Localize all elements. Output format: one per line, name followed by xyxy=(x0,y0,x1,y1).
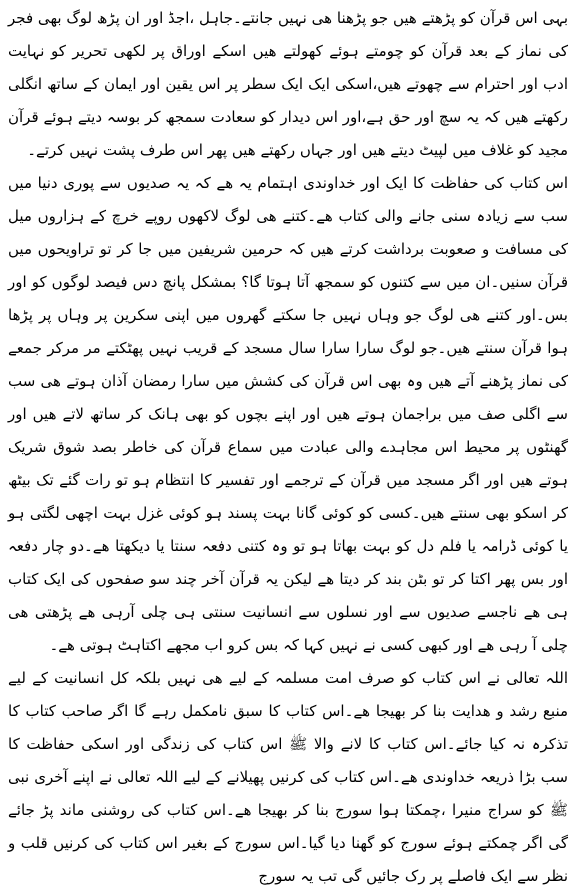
paragraph-prophet-guidance: اللہ تعالی نے اس کتاب کو صرف امت مسلمہ کے لیے ھی نہیں بلکہ کل انسانیت کے لیے منبع رشد و ھدایت بنا کر بھیجا ھے۔اس کتاب کا سبق نامکمل رہے گا اگر صاحب کتاب کا تذکرہ نہ کیا جائے۔اس کتاب کا لانے والا ﷺ اس کتاب کی زندگی اور اسکی حفاظت کا سب بڑا ذریعہ خداوندی ھے۔اس کتاب کی کرنیں پھیلانے کے لیے اللہ تعالی نے اپنے آخری نبی ﷺ کو سراج منیرا ،چمکتا ہوا سورج بنا کر بھیجا ھے۔اس کتاب کی روشنی ماند پڑ جائے گی اگر چمکتے ہوئے سورج کو گھنا دیا گیا۔اس سورج کے بغیر اس کتاب کی کرنیں قلب و نظر سے ایک فاصلے پر رک جائیں گی تب یہ سورج xyxy=(8,669,568,885)
paragraph-quran-preservation: اس کتاب کی حفاظت کا ایک اور خداوندی اہتمام یہ ھے کہ یہ صدیوں سے پوری دنیا میں سب سے زیادہ سنی جانے والی کتاب ھے۔کتنے ھی لوگ لاکھوں روپے خرچ کے ہزاروں میل کی مسافت و صعوبت برداشت کرتے ھیں کہ حرمین شریفین میں جا کر تو تراویحوں میں قرآن سنیں۔ان میں سے کتنوں کو سمجھ آتا ہوتا گا؟ بمشکل پانچ دس فیصد لوگوں کو اور بس۔اور کتنے ھی لوگ جو وہاں نہیں جا سکتے گھروں میں اپنی سکرین پر وہاں پر پڑھا ہوا قرآن سنتے ھیں۔جو لوگ سارا سارا سال مسجد کے قریب نہیں پھٹکتے مر مرکر جمعے کی نماز پڑھنے آتے ھیں وہ بھی اس قرآن کی کشش میں سارا رمضان آذان ہوتے ھی سب سے اگلی صف میں براجمان ہوتے ھیں اور اپنے بچوں کو بھی ہانک کر ساتھ لاتے ھیں اور گھنٹوں پر محیط اس مجاہدے والی عبادت میں سماع قرآن کی خاطر بصد شوق شریک ہوتے ھیں اور اگر مسجد میں قرآن کے ترجمے اور تفسیر کا انتظام ہو تو رات گئے تک بیٹھ کر اسکو بھی سنتے ھیں۔کسی کو کوئی گانا بہت پسند ہو کوئی غزل بہت اچھی لگتی ہو یا کوئی ڈرامہ یا فلم دل کو بہت بھاتا ہو تو وہ کتنی دفعہ سنتا یا دیکھتا ھے۔دو چار دفعہ اور بس پھر اکتا کر تو بٹن بند کر دیتا ھے لیکن یہ قرآن آخر چند سو صفحوں کی ایک کتاب ہی ھے ناجسے صدیوں سے اور نسلوں سے انسانیت سنتی ہی چلی آرہی ھے پڑھتی ھی چلی آ رہی ھے اور کبھی کسی نے نہیں کہا کہ بس کرو اب مجھے اکتاہٹ ہوتی ھے۔ xyxy=(8,174,568,654)
paragraph-quran-reverence: بہی اس قرآن کو پڑھتے ھیں جو پڑھنا ھی نہیں جانتے۔جاہل ،اجڈ اور ان پڑھ لوگ بھی فجر کی نماز کے بعد قرآن کو چومتے ہوئے کھولتے ھیں اسکے اوراق پر لکھی تحریر کو نہایت ادب اور احترام سے چھوتے ھیں،اسکی ایک ایک سطر پر اس یقین اور ایمان کے ساتھ انگلی رکھتے ھیں کہ یہ سچ اور حق ہے،اور اس دیدار کو سعادت سمجھ کر بوسہ دیتے ہوئے قرآن مجید کو غلاف میں لپیٹ دیتے ھیں اور جہاں رکھتے ھیں پھر اس طرف پشت نہیں کرتے۔ xyxy=(8,9,568,159)
